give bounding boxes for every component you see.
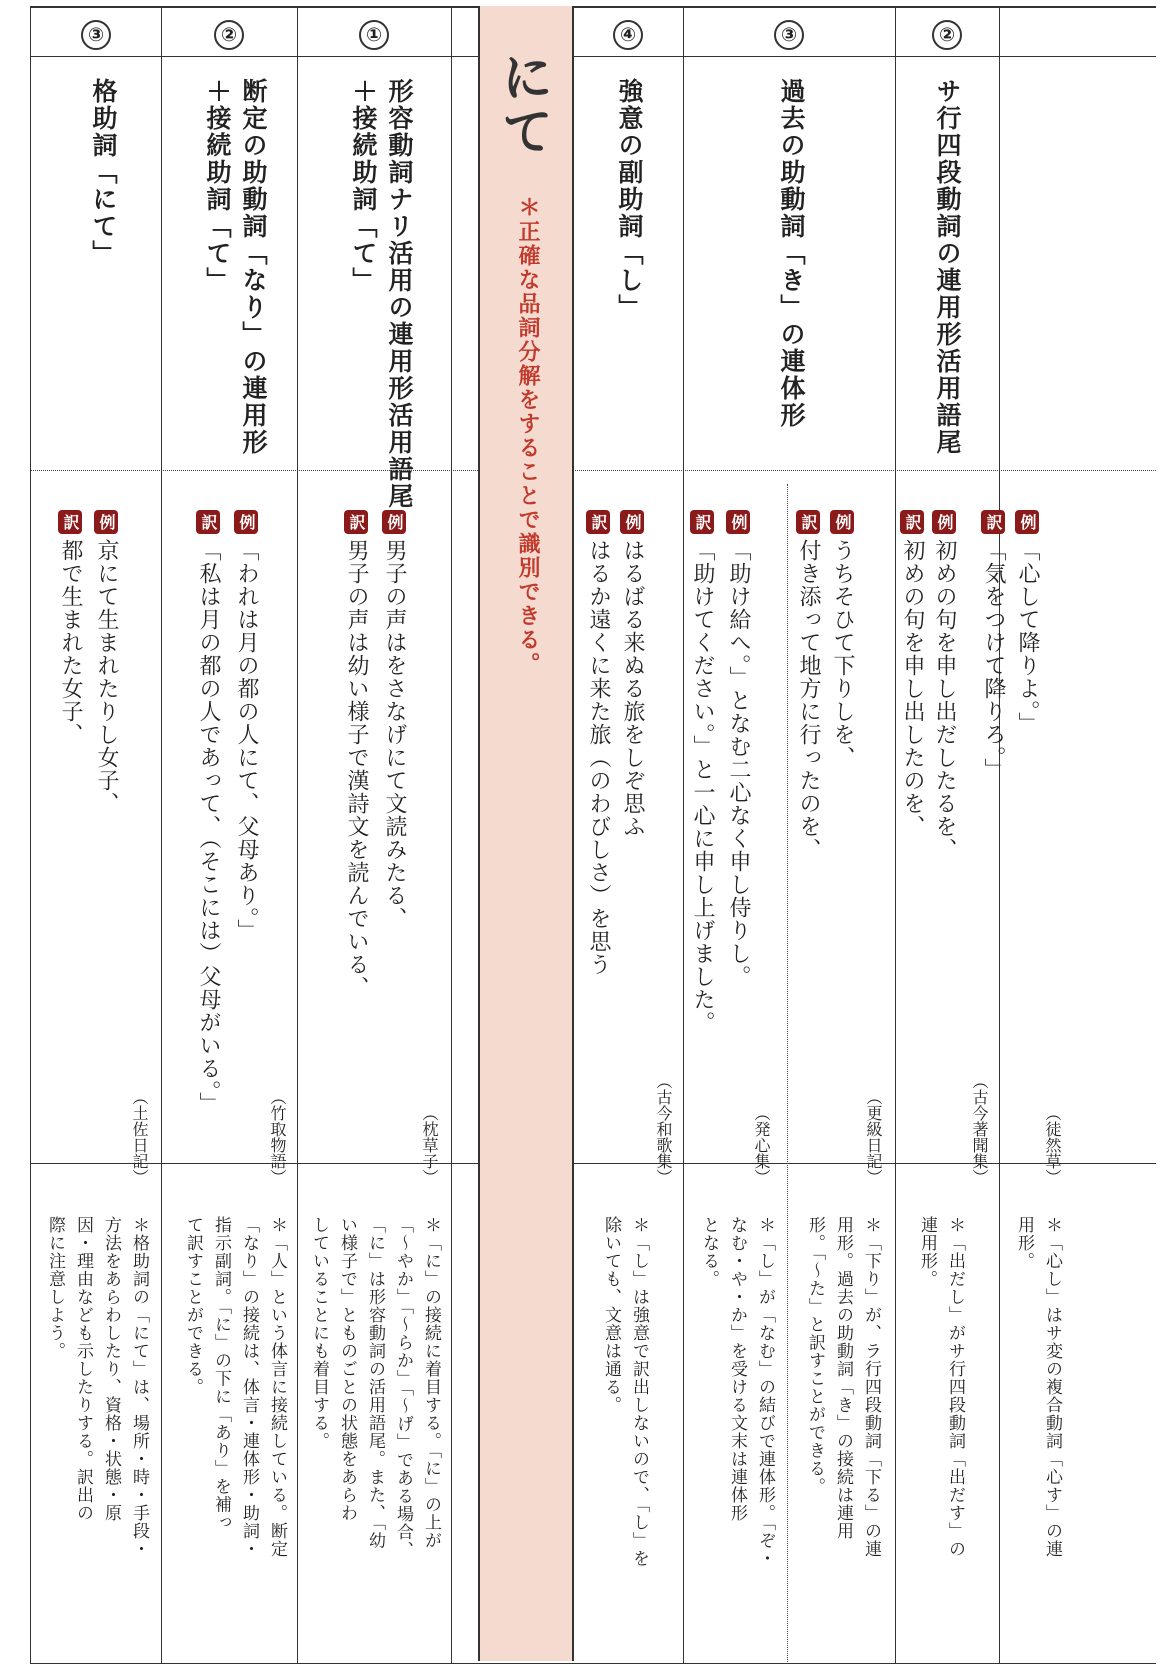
column-number: ① <box>359 20 389 50</box>
source-citation: （枕草子） <box>420 1105 439 1185</box>
translation-tag: 訳 <box>981 510 1005 534</box>
example-tag: 例 <box>94 510 118 534</box>
note-text: ＊「出だし」がサ行四段動詞「出だす」の 連用形。 <box>917 1216 965 1558</box>
example-text: 京にて生まれたりし女子、 <box>94 539 119 815</box>
column-heading: サ行四段動詞の連用形活用語尾 <box>933 78 962 456</box>
example-block <box>90 508 123 815</box>
source-citation: （発心集） <box>752 1105 771 1185</box>
translation-block <box>340 508 373 999</box>
translation-tag: 訳 <box>196 510 220 534</box>
example-text: 初めの句を申し出だしたるを、 <box>932 539 957 861</box>
column-case-particle <box>31 8 162 1663</box>
source-citation: （土佐日記） <box>130 1089 149 1185</box>
translation-block <box>582 508 615 976</box>
column-number: ③ <box>774 20 804 50</box>
column-number: ④ <box>613 20 643 50</box>
example-text: 「助け給へ。」となむ二心なく申し侍りし。 <box>726 539 751 988</box>
translation-tag: 訳 <box>58 510 82 534</box>
translation-tag: 訳 <box>900 510 924 534</box>
example-text: 「心して降りよ。」 <box>1015 539 1040 735</box>
translation-text: 都で生まれた女子、 <box>58 539 83 746</box>
column-emphatic-shi <box>573 8 684 1663</box>
column-number: ② <box>932 20 962 50</box>
example-block <box>928 508 961 861</box>
section-title: にて <box>492 50 552 158</box>
example-tag: 例 <box>234 510 258 534</box>
translation-block <box>54 508 87 746</box>
example-tag: 例 <box>382 510 406 534</box>
column-number: ③ <box>81 20 111 50</box>
translation-text: 「助けてください。」と一心に申し上げました。 <box>690 539 715 1034</box>
example-text: うちそひて下りしを、 <box>830 539 855 769</box>
section-subtitle: ＊正確な品詞分解をすることで識別できる。 <box>515 196 540 676</box>
note-text: ＊「に」の接続に着目する。「に」の上が 「～やか」「～らか」「～げ」である場合、 「に」は形容動詞の活用語尾。また、「幼 い様子で」とものごとの状態をあらわ していることにも着目する。 <box>309 1216 441 1559</box>
column-sa-row-verb <box>895 8 1000 1663</box>
column-heading: 断定の助動詞「なり」の連用形 ＋接続助詞「て」 <box>203 78 268 456</box>
example-tag: 例 <box>830 510 854 534</box>
translation-text: 初めの句を申し出したのを、 <box>900 539 925 838</box>
source-citation: （徒然草） <box>1043 1105 1062 1185</box>
note-text: ＊「心し」はサ変の複合動詞「心す」の連 用形。 <box>1014 1216 1062 1558</box>
example-block <box>230 508 263 942</box>
column-heading: 強意の副助詞「し」 <box>615 78 644 321</box>
translation-block <box>686 508 719 1034</box>
translation-block <box>792 508 825 861</box>
example-tag: 例 <box>932 510 956 534</box>
translation-text: 「気をつけて降りろ。」 <box>981 539 1006 781</box>
example-text: はるばる来ぬる旅をしぞ思ふ <box>620 539 645 838</box>
example-text: 男子の声はをさなげにて文読みたる、 <box>382 539 407 930</box>
note-text: ＊「し」は強意で訳出しないので、「し」を 除いても、文意は通る。 <box>601 1216 649 1568</box>
translation-text: はるか遠くに来た旅（のわびしさ）を思う <box>586 539 611 976</box>
translation-tag: 訳 <box>690 510 714 534</box>
column-heading: 形容動詞ナリ活用の連用形活用語尾 ＋接続助詞「て」 <box>349 78 414 510</box>
translation-block <box>981 508 1010 781</box>
column-number: ② <box>214 20 244 50</box>
example-block <box>1011 508 1044 735</box>
translation-text: 男子の声は幼い様子で漢詩文を読んでいる、 <box>344 539 369 999</box>
example-block <box>722 508 755 988</box>
column-assertive-nari <box>161 8 298 1663</box>
source-citation: （古今著聞集） <box>970 1073 989 1185</box>
column-adjectival-verb <box>297 8 452 1663</box>
example-block <box>378 508 411 930</box>
source-citation: （更級日記） <box>864 1089 883 1185</box>
translation-text: 「私は月の都の人であって、（そこには）父母がいる。」 <box>196 539 221 1115</box>
note-text: ＊「下り」が、ラ行四段動詞「下る」の連 用形。過去の助動詞「き」の接続は連用 形。「～た」と訳すことができる。 <box>805 1216 881 1558</box>
translation-tag: 訳 <box>796 510 820 534</box>
column-past-ki <box>683 8 896 1663</box>
example-text: 「われは月の都の人にて、父母あり。」 <box>234 539 259 942</box>
translation-block <box>192 508 225 1115</box>
translation-tag: 訳 <box>586 510 610 534</box>
translation-tag: 訳 <box>344 510 368 534</box>
source-citation: （古今和歌集） <box>654 1073 673 1185</box>
note-text: ＊「人」という体言に接続している。断定 「なり」の接続は、体言・連体形・助詞・ 指示副詞。「に」の下に「あり」を補っ て訳すことができる。 <box>183 1216 287 1558</box>
example-block <box>826 508 859 769</box>
note-text: ＊「し」が「なむ」の結びで連体形。「ぞ・ なむ・や・か」を受ける文末は連体形 となる。 <box>699 1216 775 1568</box>
comparison-table <box>30 6 1156 1664</box>
column-sa-irregular <box>981 8 1156 1663</box>
column-heading: 格助詞「にて」 <box>89 78 118 267</box>
translation-text: 付き添って地方に行ったのを、 <box>796 539 821 861</box>
example-tag: 例 <box>1015 510 1039 534</box>
example-tag: 例 <box>726 510 750 534</box>
source-citation: （竹取物語） <box>268 1089 287 1185</box>
center-band <box>478 6 574 1661</box>
example-tag: 例 <box>620 510 644 534</box>
note-text: ＊格助詞の「にて」は、場所・時・手段・ 方法をあらわしたり、資格・状態・原 因・理由なども示したりする。訳出の 際に注意しよう。 <box>45 1216 149 1558</box>
sub-column-divider <box>787 484 788 1662</box>
column-heading: 過去の助動詞「き」の連体形 <box>777 78 806 429</box>
translation-block <box>896 508 929 838</box>
example-block <box>616 508 649 838</box>
